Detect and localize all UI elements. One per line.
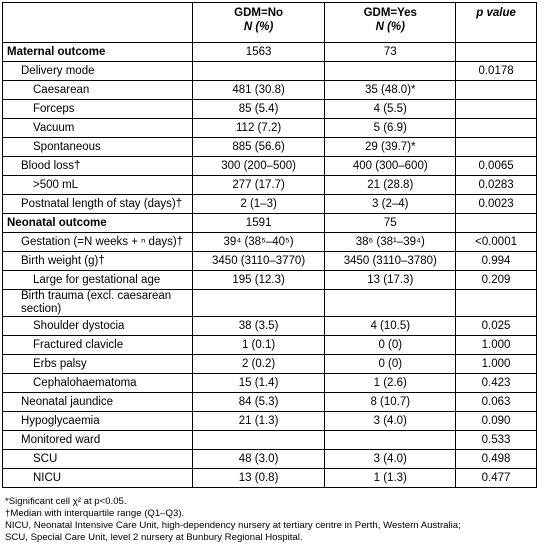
header-p-value-label: p value — [476, 7, 516, 19]
outcomes-table — [2, 2, 537, 488]
cell-gdm-yes: 0 (0) — [325, 336, 456, 355]
cell-gdm-yes: 400 (300–600) — [325, 157, 456, 176]
cell-p-value: 0.0283 — [456, 176, 537, 195]
row-label: Delivery mode — [3, 62, 193, 81]
cell-p-value: 0.0023 — [456, 195, 537, 214]
cell-gdm-yes: 8 (10.7) — [325, 393, 456, 412]
row-label: Spontaneous — [3, 138, 193, 157]
row-label: NICU — [3, 469, 193, 488]
row-label: SCU — [3, 450, 193, 469]
row-label: Forceps — [3, 100, 193, 119]
row-label: Cephalohaematoma — [3, 374, 193, 393]
cell-p-value — [456, 290, 537, 317]
row-label: Birth weight (g)† — [3, 252, 193, 271]
table-row — [3, 100, 537, 119]
cell-gdm-no — [192, 290, 325, 317]
cell-p-value: 0.209 — [456, 271, 537, 290]
table-row — [3, 374, 537, 393]
header-p-value — [456, 3, 537, 43]
row-label: Shoulder dystocia — [3, 317, 193, 336]
footnote-scu: SCU, Special Care Unit, level 2 nursery at Bunbury Regional Hospital. — [5, 532, 303, 543]
cell-p-value: 0.0178 — [456, 62, 537, 81]
cell-p-value: 0.0065 — [456, 157, 537, 176]
cell-gdm-no: 39⁴ (38⁵–40⁵) — [192, 233, 325, 252]
cell-p-value: 0.423 — [456, 374, 537, 393]
cell-p-value: 0.498 — [456, 450, 537, 469]
cell-p-value — [456, 43, 537, 62]
header-gdm-no-unit: N (%) — [243, 21, 274, 33]
cell-gdm-yes: 35 (48.0)* — [325, 81, 456, 100]
cell-p-value — [456, 81, 537, 100]
cell-gdm-yes: 3 (4.0) — [325, 450, 456, 469]
cell-gdm-no: 195 (12.3) — [192, 271, 325, 290]
cell-gdm-no: 85 (5.4) — [192, 100, 325, 119]
table-row — [3, 195, 537, 214]
header-row — [3, 3, 537, 43]
cell-p-value — [456, 138, 537, 157]
row-label: Caesarean — [3, 81, 193, 100]
cell-gdm-no: 84 (5.3) — [192, 393, 325, 412]
table-row — [3, 176, 537, 195]
cell-gdm-yes: 3 (4.0) — [325, 412, 456, 431]
row-label: Monitored ward — [3, 431, 193, 450]
cell-gdm-yes — [325, 431, 456, 450]
table-row — [3, 431, 537, 450]
cell-gdm-no: 3450 (3110–3770) — [192, 252, 325, 271]
cell-gdm-yes: 3 (2–4) — [325, 195, 456, 214]
cell-gdm-no: 1 (0.1) — [192, 336, 325, 355]
cell-gdm-no — [192, 431, 325, 450]
row-label: Fractured clavicle — [3, 336, 193, 355]
cell-p-value: 0.063 — [456, 393, 537, 412]
row-label: Gestation (=N weeks + ⁿ days)† — [3, 233, 193, 252]
cell-gdm-yes — [325, 290, 456, 317]
cell-gdm-yes: 1 (2.6) — [325, 374, 456, 393]
table-row — [3, 138, 537, 157]
row-label: >500 mL — [3, 176, 193, 195]
cell-p-value — [456, 100, 537, 119]
table-row — [3, 214, 537, 233]
table-row — [3, 355, 537, 374]
cell-gdm-yes: 5 (6.9) — [325, 119, 456, 138]
row-label: Birth trauma (excl. caesarean section) — [3, 290, 193, 317]
cell-gdm-no: 13 (0.8) — [192, 469, 325, 488]
cell-gdm-yes: 1 (1.3) — [325, 469, 456, 488]
cell-p-value: 0.533 — [456, 431, 537, 450]
table-row — [3, 317, 537, 336]
row-label: Vacuum — [3, 119, 193, 138]
row-label: Maternal outcome — [3, 43, 193, 62]
table-row — [3, 290, 537, 317]
cell-gdm-no: 2 (1–3) — [192, 195, 325, 214]
header-blank-cell — [3, 3, 193, 43]
cell-gdm-yes: 75 — [325, 214, 456, 233]
cell-gdm-no: 38 (3.5) — [192, 317, 325, 336]
cell-gdm-no: 2 (0.2) — [192, 355, 325, 374]
footnote-median: †Median with interquartile range (Q1–Q3). — [5, 508, 185, 519]
table-row — [3, 393, 537, 412]
table-row — [3, 252, 537, 271]
footnote-significance: *Significant cell χ² at p<0.05. — [5, 496, 127, 507]
header-gdm-yes-unit: N (%) — [375, 21, 405, 33]
cell-gdm-yes: 4 (5.5) — [325, 100, 456, 119]
table-row — [3, 469, 537, 488]
table-row — [3, 271, 537, 290]
cell-p-value: 0.994 — [456, 252, 537, 271]
header-gdm-yes — [325, 3, 456, 43]
cell-gdm-no: 21 (1.3) — [192, 412, 325, 431]
cell-p-value — [456, 119, 537, 138]
row-label: Erbs palsy — [3, 355, 193, 374]
footnote-nicu: NICU, Neonatal Intensive Care Unit, high-dependency nursery at tertiary centre in Perth, Western Australia; — [5, 520, 461, 531]
cell-gdm-no: 300 (200–500) — [192, 157, 325, 176]
cell-gdm-yes: 29 (39.7)* — [325, 138, 456, 157]
header-gdm-yes-label: GDM=Yes — [363, 7, 417, 19]
cell-gdm-yes: 3450 (3110–3780) — [325, 252, 456, 271]
cell-gdm-yes: 4 (10.5) — [325, 317, 456, 336]
cell-gdm-no: 1591 — [192, 214, 325, 233]
cell-p-value: 0.025 — [456, 317, 537, 336]
cell-p-value: 0.090 — [456, 412, 537, 431]
row-label: Postnatal length of stay (days)† — [3, 195, 193, 214]
cell-gdm-no: 15 (1.4) — [192, 374, 325, 393]
table-row — [3, 233, 537, 252]
footnotes — [5, 496, 537, 544]
table-row — [3, 119, 537, 138]
header-gdm-no-label: GDM=No — [234, 7, 284, 19]
cell-gdm-no — [192, 62, 325, 81]
cell-gdm-yes: 21 (28.8) — [325, 176, 456, 195]
table-row — [3, 43, 537, 62]
cell-p-value: <0.0001 — [456, 233, 537, 252]
table-row — [3, 81, 537, 100]
cell-gdm-yes: 38⁶ (38¹–39⁴) — [325, 233, 456, 252]
cell-gdm-yes: 73 — [325, 43, 456, 62]
table-row — [3, 412, 537, 431]
row-label: Neonatal outcome — [3, 214, 193, 233]
cell-gdm-yes — [325, 62, 456, 81]
row-label: Hypoglycaemia — [3, 412, 193, 431]
table-row — [3, 336, 537, 355]
cell-p-value: 1.000 — [456, 336, 537, 355]
cell-gdm-no: 112 (7.2) — [192, 119, 325, 138]
cell-gdm-no: 48 (3.0) — [192, 450, 325, 469]
cell-gdm-yes: 0 (0) — [325, 355, 456, 374]
row-label: Blood loss† — [3, 157, 193, 176]
row-label: Large for gestational age — [3, 271, 193, 290]
cell-p-value: 1.000 — [456, 355, 537, 374]
row-label: Neonatal jaundice — [3, 393, 193, 412]
header-gdm-no — [192, 3, 325, 43]
table-row — [3, 62, 537, 81]
cell-gdm-no: 481 (30.8) — [192, 81, 325, 100]
cell-p-value — [456, 214, 537, 233]
table-row — [3, 450, 537, 469]
cell-p-value: 0.477 — [456, 469, 537, 488]
cell-gdm-no: 277 (17.7) — [192, 176, 325, 195]
cell-gdm-no: 1563 — [192, 43, 325, 62]
cell-gdm-yes: 13 (17.3) — [325, 271, 456, 290]
table-row — [3, 157, 537, 176]
cell-gdm-no: 885 (56.6) — [192, 138, 325, 157]
